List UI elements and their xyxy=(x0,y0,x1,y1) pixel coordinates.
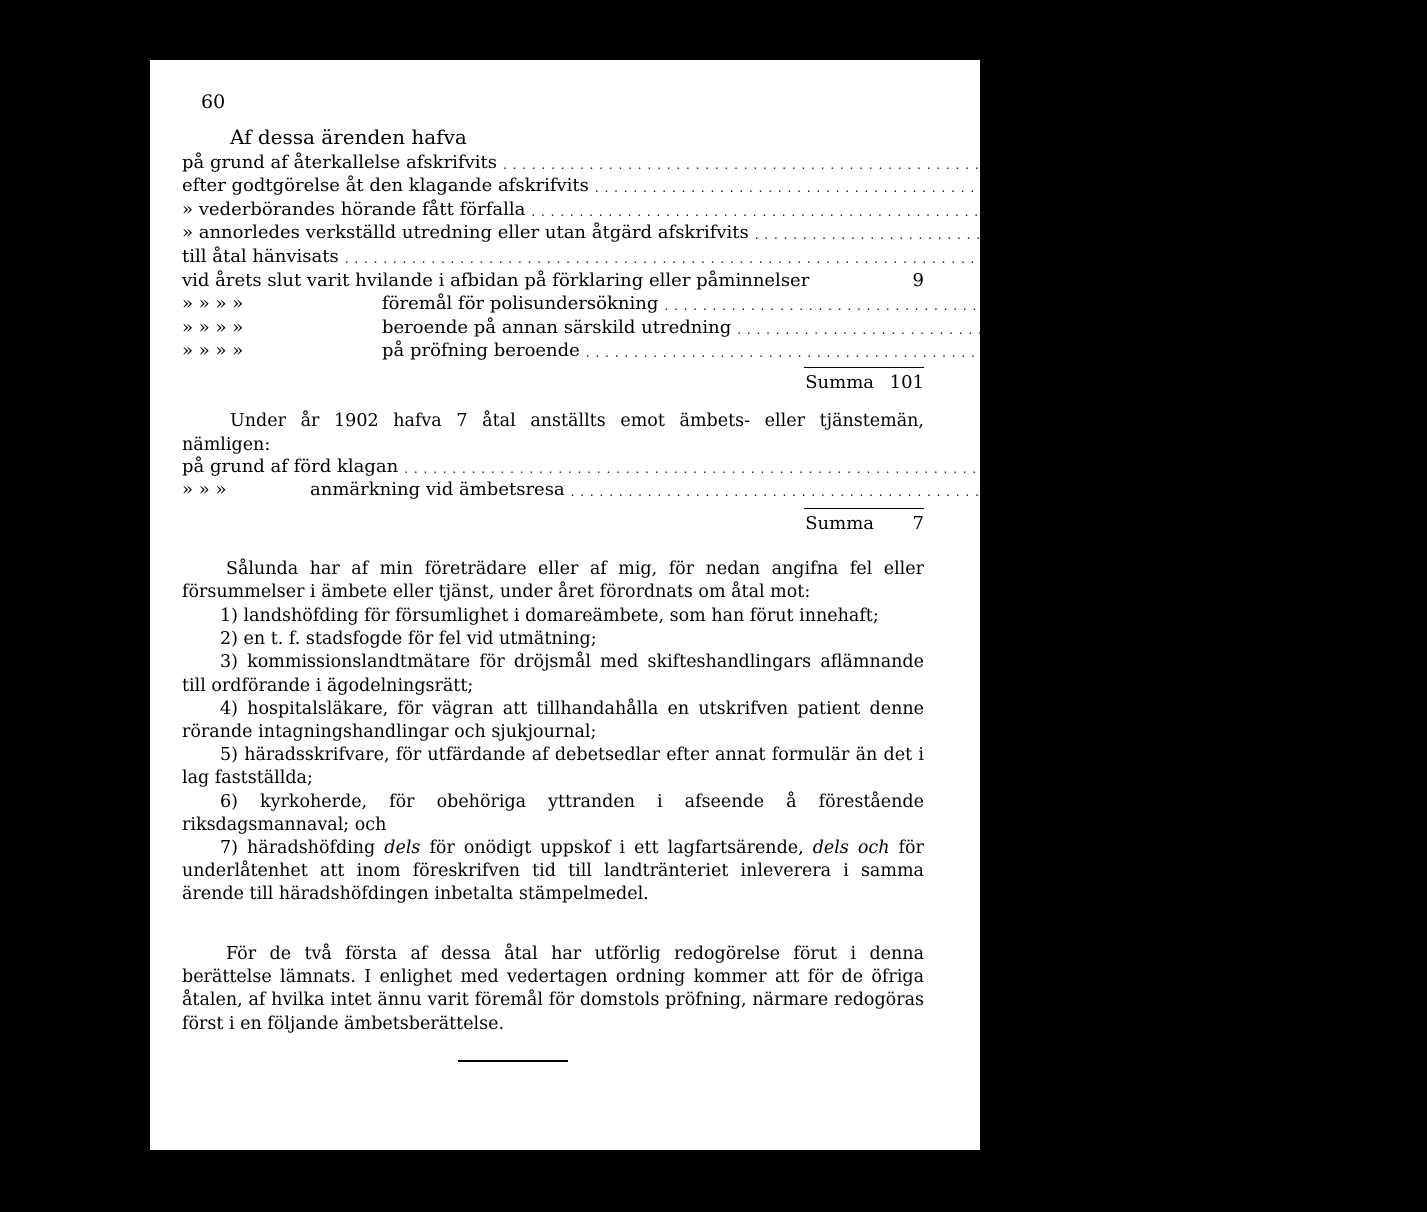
row-label: » annorledes verkställd utredning eller utan åtgärd afskrifvits xyxy=(182,222,749,244)
row-value: 17 xyxy=(1180,198,1204,220)
intro-heading: Af dessa ärenden hafva xyxy=(230,125,467,149)
list-row xyxy=(182,150,1176,174)
dot-leader: . . . . . . . . . . . . . . . . . . . . . . . . . . . . . . . . . . . . . . . . . . . . . . . . . . . . . . . . . . . . . . . . . . . xyxy=(737,322,1378,337)
row-label: på grund af förd klagan xyxy=(182,455,399,477)
sum-value: 101 xyxy=(889,372,924,393)
paragraph: nämligen: xyxy=(182,435,271,455)
row-value: 1 xyxy=(1325,293,1337,315)
dot-leader: . . . . . . . . . . . . . . . . . . . . . . . . . . . . . . . . . . . . . . . . . . . . . . . . . . . . . . . . . . . . . . . . . . . xyxy=(754,228,1396,243)
list-row xyxy=(182,221,1427,245)
item7-italic: dels xyxy=(384,838,421,859)
list-row xyxy=(182,339,1259,363)
row-label: » vederbörandes hörande fått förfalla xyxy=(182,198,526,220)
ditto-marks: » » » » xyxy=(182,316,244,338)
row-value: 1 xyxy=(1255,175,1268,197)
dot-leader: . . . . . . . . . . . . . . . . . . . . . . . . . . . . . . . . . . . . . . . . . . . . . . . . . . . . . . . . . . . . . . . . . . . xyxy=(503,157,1144,172)
list-row xyxy=(182,244,1018,268)
list-item: 1) landshöfding för försumlighet i domareämbete, som han förut innehaft; xyxy=(220,606,879,626)
row-label: på grund af återkallelse afskrifvits xyxy=(182,151,497,173)
dot-leader: . . . . . . . . . . . . . . . . . . . . . . . . . . . . . . . . . . . . . . . . . . . . . . . . . . . . . . . . . . . . . . . . . . . xyxy=(570,485,1211,500)
row-label xyxy=(182,292,658,315)
row-value: 9 xyxy=(912,269,924,291)
row-value: 6 xyxy=(1065,455,1077,477)
list-item: 3) kommissionslandtmätare för dröjsmål med skifteshandlingars aflämnande till ordförande i ägodelningsrätt; xyxy=(182,652,924,696)
row-label xyxy=(182,316,731,339)
row-value: 2 xyxy=(1398,316,1410,338)
list-row xyxy=(182,315,1410,339)
item7-part: 7) häradshöfding xyxy=(220,838,376,859)
dot-leader: . . . . . . . . . . . . . . . . . . . . . . . . . . . . . . . . . . . . . . . . . . . . . . . . . . . . . . . . . . . . . . . . . . . xyxy=(664,299,1305,314)
row-label xyxy=(182,339,580,362)
item7-part: för underlåtenhet att inom föreskrifven tid till landtränteriet inleverera i samma ärende till häradshöfdingen inbetalta stämpelmedel. xyxy=(182,838,924,905)
row-label-text: föremål för polisundersökning xyxy=(382,293,659,315)
dot-leader: . . . . . . . . . . . . . . . . . . . . . . . . . . . . . . . . . . . . . . . . . . . . . . . . . . . . . . . . . . . . . . . . . . . xyxy=(404,461,1045,476)
sum-label: Summa xyxy=(805,372,874,393)
row-label: efter godtgörelse åt den klagande afskrifvits xyxy=(182,175,589,197)
paragraph: För de två första af dessa åtal har utförlig redogörelse förut i denna berättelse lämnats. I enlighet med vedertagen ordning kommer att för de öfriga åtalen, af hvilka intet ännu varit föremål för domstols pröfning, närmare redogöras först i en följande ämbetsberättelse. xyxy=(182,944,924,1034)
ditto-marks: » » » » xyxy=(182,293,244,315)
case-disposition-list xyxy=(182,150,1427,362)
list-item xyxy=(182,837,924,907)
paragraph: Sålunda har af min företrädare eller af mig, för nedan angifna fel eller försummelser i ämbete eller tjänst, under året förordnats om åtal mot: xyxy=(182,559,924,603)
sum-rule xyxy=(804,367,924,368)
item7-italic: dels och xyxy=(812,838,890,859)
list-row xyxy=(182,174,1268,198)
sum-line xyxy=(805,512,924,536)
list-row xyxy=(182,197,1204,221)
dot-leader: . . . . . . . . . . . . . . . . . . . . . . . . . . . . . . . . . . . . . . . . . . . . . . . . . . . . . . . . . . . . . . . . . . . xyxy=(594,181,1236,196)
list-item: 4) hospitalsläkare, för vägran att tillhandahålla en utskrifven patient denne rörande intagningshandlingar och sjukjournal; xyxy=(182,698,924,743)
row-label-text: anmärkning vid ämbetsresa xyxy=(310,479,565,501)
row-value: 1 xyxy=(1231,479,1243,501)
ditto-marks: » » » » xyxy=(182,340,244,362)
row-label-text: på pröfning beroende xyxy=(382,340,580,362)
row-value: 59 xyxy=(1404,222,1427,244)
dot-leader: . . . . . . . . . . . . . . . . . . . . . . . . . . . . . . . . . . . . . . . . . . . . . . . . . . . . . . . . . . . . . . . . . . . xyxy=(531,204,1172,219)
paragraph: Under år 1902 hafva 7 åtal anställts emot ämbets- eller tjänstemän, xyxy=(230,411,924,431)
list-row xyxy=(182,478,1243,502)
page-number: 60 xyxy=(201,91,226,113)
row-label: till åtal hänvisats xyxy=(182,245,339,267)
ditto-marks: » » » xyxy=(182,479,227,501)
row-label-text: beroende på annan särskild utredning xyxy=(382,316,732,338)
sum-line xyxy=(805,371,924,395)
list-item: 5) häradsskrifvare, för utfärdande af debetsedlar efter annat formulär än det i lag fastställda; xyxy=(182,745,924,789)
end-rule xyxy=(458,1060,568,1062)
list-row xyxy=(182,292,1337,316)
item7-part: för onödigt uppskof i ett lagfartsärende, xyxy=(429,838,804,859)
sum-label: Summa xyxy=(805,513,874,534)
list-item: 2) en t. f. stadsfogde för fel vid utmätning; xyxy=(220,629,597,650)
row-label: vid årets slut varit hvilande i afbidan på förklaring eller påminnelser xyxy=(182,269,810,291)
list-row xyxy=(182,454,1077,478)
row-label xyxy=(182,478,565,501)
row-value: 6 xyxy=(1005,245,1018,267)
row-value: 1 xyxy=(1163,151,1176,173)
row-value: 5 xyxy=(1246,340,1259,362)
numbered-items xyxy=(182,605,924,907)
dot-leader: . . . . . . . . . . . . . . . . . . . . . . . . . . . . . . . . . . . . . . . . . . . . . . . . . . . . . . . . . . . . . . . . . . . xyxy=(344,251,986,266)
list-row xyxy=(182,268,924,292)
dot-leader: . . . . . . . . . . . . . . . . . . . . . . . . . . . . . . . . . . . . . . . . . . . . . . . . . . . . . . . . . . . . . . . . . . . xyxy=(585,346,1227,361)
sum-value: 7 xyxy=(912,513,924,534)
sum-rule xyxy=(804,508,924,509)
prosecution-list xyxy=(182,454,1243,501)
list-item: 6) kyrkoherde, för obehöriga yttranden i afseende å förestående riksdagsmannaval; och xyxy=(182,791,924,835)
